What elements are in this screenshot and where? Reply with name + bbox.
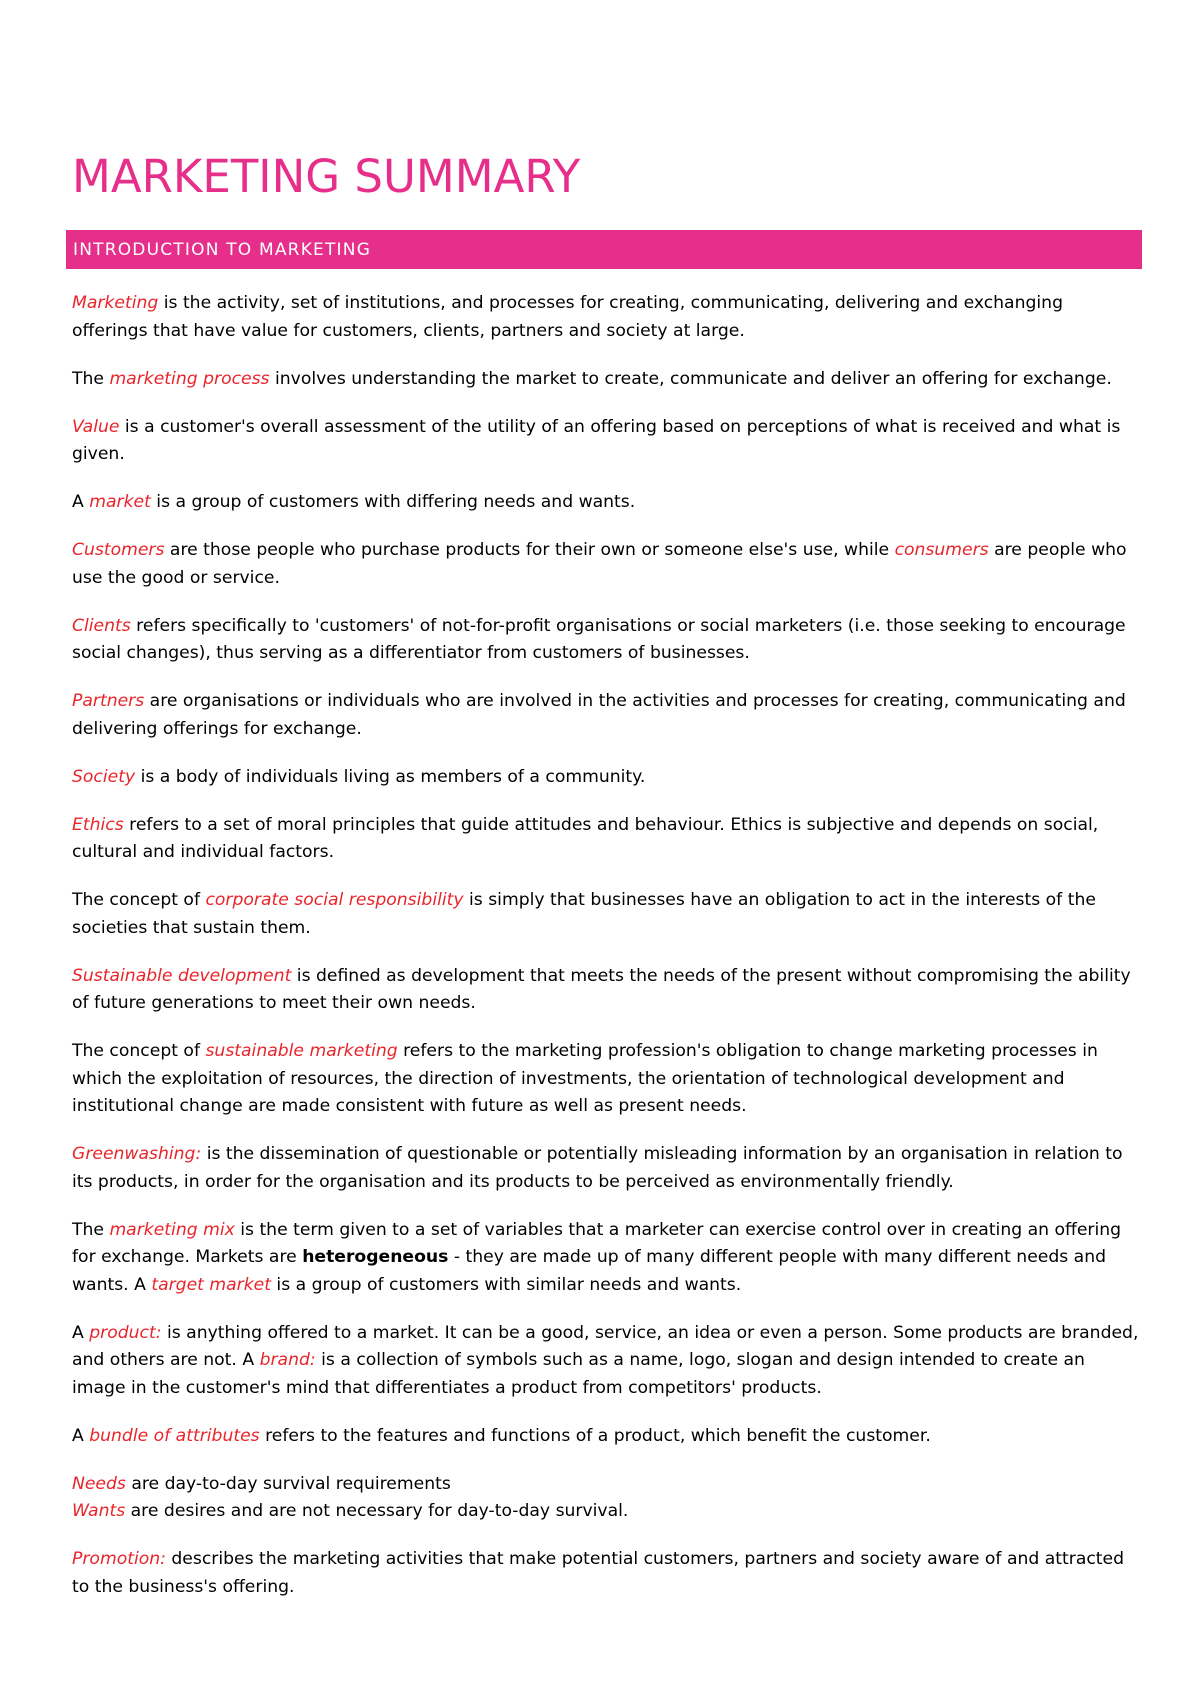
paragraph-text: describes the marketing activities that make potential customers, partners and society aware of and attracted to the business's offering. <box>72 1549 1125 1597</box>
defined-term: Sustainable development <box>72 965 292 986</box>
defined-term: Wants <box>72 1501 126 1521</box>
defined-term: Greenwashing: <box>72 1144 202 1164</box>
paragraph-p6 <box>72 613 1140 668</box>
paragraph-text: is the term given to a set of variables that a marketer can exercise control over in creating an offering for exchange. Markets are <box>72 1219 1122 1267</box>
defined-term: target market <box>151 1274 271 1295</box>
defined-term: Clients <box>72 615 131 636</box>
defined-term: product: <box>89 1322 162 1343</box>
paragraph-p10 <box>72 887 1140 942</box>
defined-term: brand: <box>259 1350 316 1370</box>
paragraph-text: is a body of individuals living as members of a community. <box>135 766 646 787</box>
defined-term: marketing mix <box>109 1219 235 1240</box>
paragraph-text: are those people who purchase products for their own or someone else's use, while <box>164 540 895 560</box>
section-heading: INTRODUCTION TO MARKETING <box>73 240 372 260</box>
paragraph-p11 <box>72 963 1140 1018</box>
paragraph-text: refers to the marketing profession's obligation to change marketing processes in which the exploitation of resources, the direction of investments, the orientation of technological development and institutional change are made consistent with future as well as present needs. <box>72 1041 1098 1116</box>
paragraph-text: involves understanding the market to create, communicate and deliver an offering for exchange. <box>269 368 1112 389</box>
defined-term: Society <box>72 766 136 787</box>
paragraph-text: is simply that businesses have an obligation to act in the interests of the societies that sustain them. <box>72 890 1096 938</box>
paragraph-text: A <box>72 492 90 512</box>
paragraph-p19 <box>72 1546 1140 1601</box>
defined-term: bundle of attributes <box>89 1425 260 1446</box>
paragraph-text: are desires and are not necessary for day-to-day survival. <box>125 1501 629 1521</box>
paragraph-p13 <box>72 1141 1140 1196</box>
paragraph-text: are people who use the good or service. <box>72 540 1127 588</box>
paragraph-text: refers specifically to 'customers' of not-for-profit organisations or social marketers (i.e. those seeking to encourage social changes), thus serving as a differentiator from customers of businesses. <box>72 615 1126 663</box>
paragraph-p16 <box>72 1423 1140 1451</box>
bold-text: heterogeneous <box>302 1247 449 1267</box>
paragraph-p17 <box>72 1471 1140 1499</box>
defined-term: market <box>89 492 151 512</box>
paragraph-text: is the dissemination of questionable or potentially misleading information by an organisation in relation to its products, in order for the organisation and its products to be perceived as environmentally friendly. <box>72 1144 1123 1192</box>
section-heading-bar <box>66 230 1142 269</box>
paragraph-p15 <box>72 1320 1140 1403</box>
paragraph-p1 <box>72 290 1140 345</box>
paragraph-text: The <box>72 1219 110 1240</box>
paragraph-p2 <box>72 366 1140 394</box>
paragraph-p18 <box>72 1498 1140 1526</box>
paragraph-text: is a group of customers with differing needs and wants. <box>150 492 636 512</box>
paragraph-p7 <box>72 688 1140 743</box>
paragraph-text: The concept of <box>72 1041 206 1061</box>
defined-term: consumers <box>894 540 989 560</box>
paragraph-p8 <box>72 764 1140 792</box>
paragraph-text: are organisations or individuals who are involved in the activities and processes for creating, communicating and delivering offerings for exchange. <box>72 691 1126 739</box>
paragraph-text: is a group of customers with similar needs and wants. <box>270 1274 742 1295</box>
paragraph-text: A <box>72 1425 90 1446</box>
paragraph-text: is the activity, set of institutions, and processes for creating, communicating, delivering and exchanging offerings that have value for customers, clients, partners and society at large. <box>72 293 1063 341</box>
paragraph-text: - they are made up of many different people with many different needs and wants. A <box>72 1247 1107 1295</box>
paragraph-text: is anything offered to a market. It can be a good, service, an idea or even a person. Some products are branded, and others are not. A <box>72 1322 1139 1370</box>
defined-term: Partners <box>72 691 145 711</box>
paragraph-text: are day-to-day survival requirements <box>125 1473 451 1494</box>
paragraph-p14 <box>72 1217 1140 1300</box>
defined-term: Promotion: <box>72 1549 166 1569</box>
paragraph-p12 <box>72 1038 1140 1121</box>
document-body <box>72 290 1140 1622</box>
paragraph-text: refers to a set of moral principles that guide attitudes and behaviour. Ethics is subjective and depends on social, cultural and individual factors. <box>72 814 1099 862</box>
paragraph-p5 <box>72 537 1140 592</box>
defined-term: Needs <box>72 1473 126 1494</box>
defined-term: sustainable marketing <box>205 1041 398 1061</box>
defined-term: Ethics <box>72 814 124 835</box>
paragraph-text: is a collection of symbols such as a name, logo, slogan and design intended to create an image in the customer's mind that differentiates a product from competitors' products. <box>72 1350 1085 1398</box>
paragraph-text: The concept of <box>72 890 206 910</box>
paragraph-text: is defined as development that meets the needs of the present without compromising the ability of future generations to meet their own needs. <box>72 965 1131 1013</box>
defined-term: Customers <box>72 540 165 560</box>
paragraph-text: The <box>72 368 110 389</box>
defined-term: Value <box>72 416 120 437</box>
paragraph-p4 <box>72 489 1140 517</box>
defined-term: corporate social responsibility <box>205 890 464 910</box>
document-title: MARKETING SUMMARY <box>72 150 581 203</box>
defined-term: marketing process <box>109 368 270 389</box>
paragraph-p3 <box>72 414 1140 469</box>
paragraph-text: is a customer's overall assessment of the utility of an offering based on perceptions of what is received and what is given. <box>72 416 1121 464</box>
defined-term: Marketing <box>72 293 159 313</box>
paragraph-p9 <box>72 812 1140 867</box>
paragraph-text: refers to the features and functions of a product, which benefit the customer. <box>259 1425 931 1446</box>
paragraph-text: A <box>72 1322 90 1343</box>
